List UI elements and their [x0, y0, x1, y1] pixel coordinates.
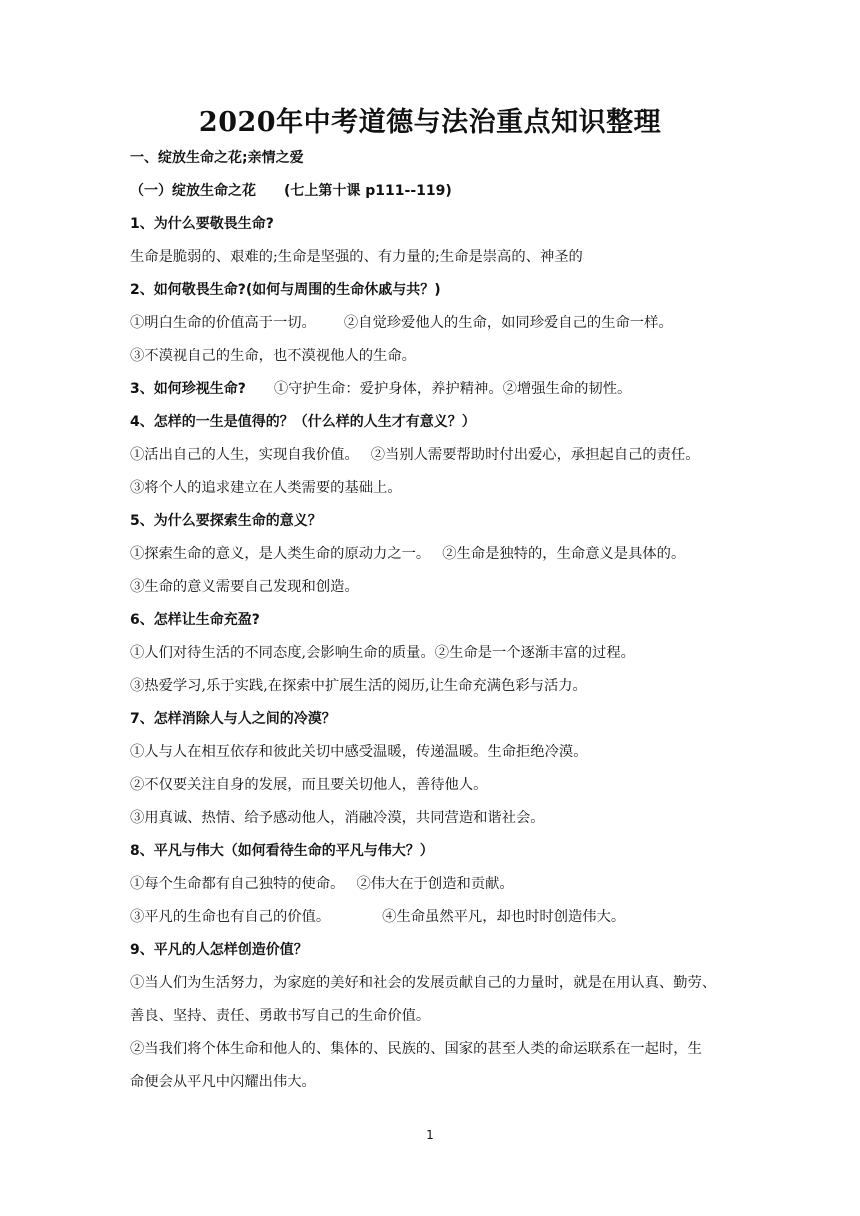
- document-body: [130, 142, 740, 1099]
- answer-4-point-1: ①活出自己的人生，实现自我价值。: [130, 447, 359, 463]
- question-1: 1、为什么要敬畏生命?: [130, 216, 274, 232]
- question-5: 5、为什么要探索生命的意义？: [130, 513, 322, 529]
- question-7: 7、怎样消除人与人之间的冷漠？: [130, 711, 336, 727]
- answer-8-line-1: [130, 868, 740, 901]
- page-number: 1: [426, 1128, 434, 1142]
- answer-1: 生命是脆弱的、艰难的;生命是坚强的、有力量的;生命是崇高的、神圣的: [130, 249, 583, 265]
- section-heading: 一、绽放生命之花;亲情之爱: [130, 150, 304, 166]
- question-6: 6、怎样让生命充盈?: [130, 612, 260, 628]
- question-3: 3、如何珍视生命?: [130, 381, 246, 397]
- answer-2-point-3: ③不漠视自己的生命，也不漠视他人的生命。: [130, 348, 416, 364]
- answer-5-point-2: ②生命是独特的，生命意义是具体的。: [442, 546, 686, 562]
- answer-5-point-1: ①探索生命的意义，是人类生命的原动力之一。: [130, 546, 431, 562]
- answer-9-line-4: 命便会从平凡中闪耀出伟大。: [130, 1074, 316, 1090]
- answer-9-line-3: ②当我们将个体生命和他人的、集体的、民族的、国家的甚至人类的命运联系在一起时，生: [130, 1041, 702, 1057]
- question-8: 8、平凡与伟大（如何看待生命的平凡与伟大？）: [130, 843, 434, 859]
- answer-3: ①守护生命：爱护身体，养护精神。②增强生命的韧性。: [273, 381, 632, 397]
- question-9: 9、平凡的人怎样创造价值？: [130, 942, 308, 958]
- question-2: 2、如何敬畏生命?(如何与周围的生命休戚与共？): [130, 282, 441, 298]
- answer-7-line-2: ②不仅要关注自身的发展，而且要关切他人，善待他人。: [130, 777, 488, 793]
- subsection-label: （一）绽放生命之花: [130, 183, 256, 199]
- answer-4-line-1: [130, 439, 740, 472]
- answer-7-line-1: ①人与人在相互依存和彼此关切中感受温暖，传递温暖。生命拒绝冷漠。: [130, 744, 588, 760]
- answer-9-line-2: 善良、坚持、责任、勇敢书写自己的生命价值。: [130, 1008, 431, 1024]
- answer-8-point-4: ④生命虽然平凡，却也时时创造伟大。: [382, 909, 626, 925]
- question-4: 4、怎样的一生是值得的？（什么样的人生才有意义？）: [130, 414, 476, 430]
- answer-6-line-2: ③热爱学习,乐于实践,在探索中扩展生活的阅历,让生命充满色彩与活力。: [130, 678, 587, 694]
- answer-4-point-3: ③将个人的追求建立在人类需要的基础上。: [130, 480, 402, 496]
- question-3-row: [130, 373, 740, 406]
- answer-6-line-1: ①人们对待生活的不同态度,会影响生命的质量。②生命是一个逐渐丰富的过程。: [130, 645, 635, 661]
- answer-8-line-2: [130, 901, 740, 934]
- subsection-reference: (七上第十课 p111--119): [284, 183, 452, 199]
- answer-8-point-2: ②伟大在于创造和贡献。: [356, 876, 514, 892]
- subsection-heading: [130, 175, 740, 208]
- answer-2-point-2: ②自觉珍爱他人的生命，如同珍爱自己的生命一样。: [343, 315, 673, 331]
- answer-7-line-3: ③用真诚、热情、给予感动他人，消融冷漠，共同营造和谐社会。: [130, 810, 545, 826]
- answer-5-point-3: ③生命的意义需要自己发现和创造。: [130, 579, 359, 595]
- page-title: 2020年中考道德与法治重点知识整理: [198, 107, 662, 138]
- answer-5-line-1: [130, 538, 740, 571]
- answer-8-point-1: ①每个生命都有自己独特的使命。: [130, 876, 345, 892]
- answer-8-point-3: ③平凡的生命也有自己的价值。: [130, 909, 331, 925]
- answer-2-line-1: [130, 307, 740, 340]
- answer-2-point-1: ①明白生命的价值高于一切。: [130, 315, 316, 331]
- answer-4-point-2: ②当别人需要帮助时付出爱心，承担起自己的责任。: [370, 447, 700, 463]
- answer-9-line-1: ①当人们为生活努力，为家庭的美好和社会的发展贡献自己的力量时，就是在用认真、勤劳、: [130, 975, 717, 991]
